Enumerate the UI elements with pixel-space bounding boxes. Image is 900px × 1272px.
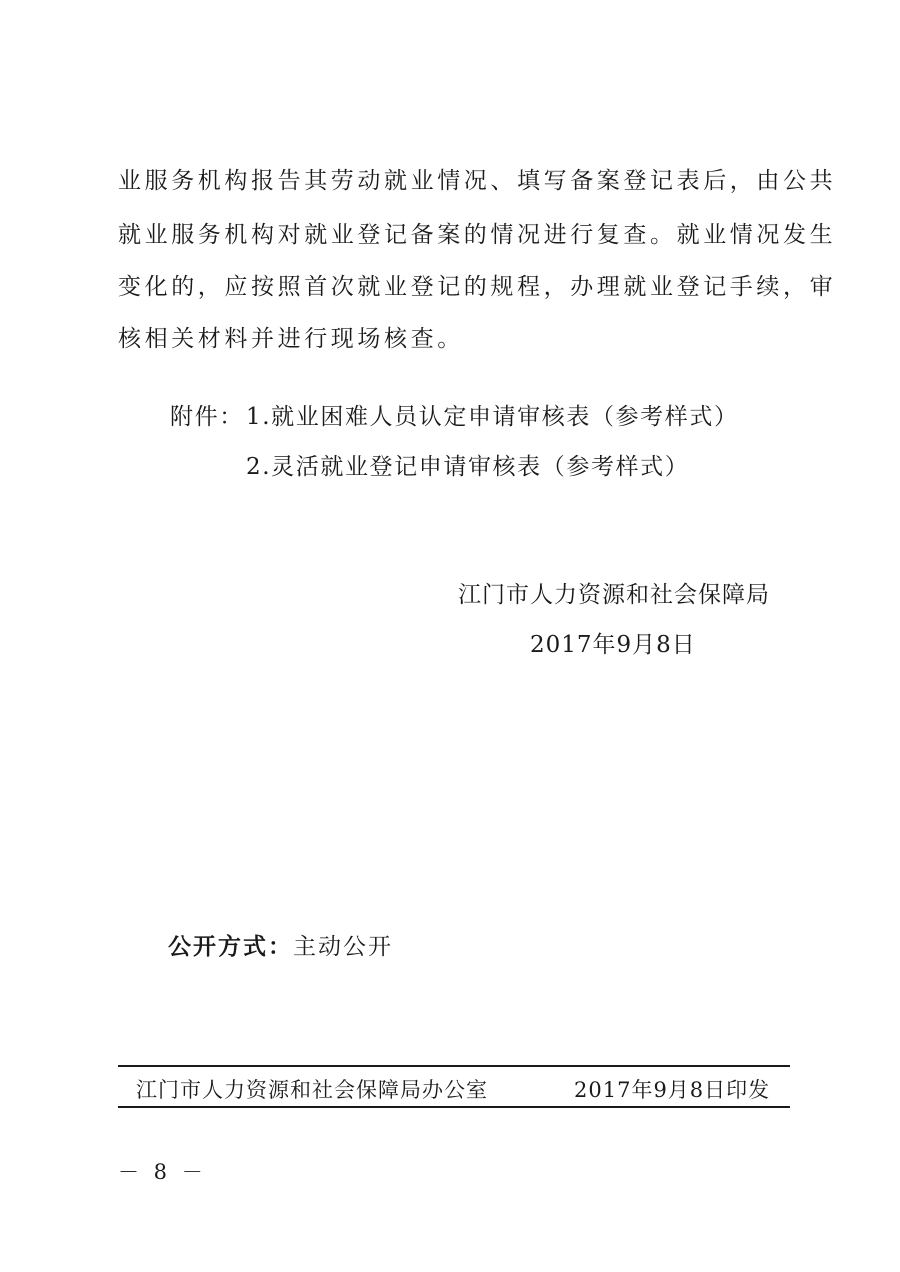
- body-line-3: 变化的，应按照首次就业登记的规程，办理就业登记手续，审: [118, 274, 837, 300]
- body-line-1: 业服务机构报告其劳动就业情况、填写备案登记表后，由公共: [118, 168, 837, 194]
- body-line-2: 就业服务机构对就业登记备案的情况进行复查。就业情况发生: [118, 222, 837, 248]
- disclosure-label: 公开方式：: [168, 933, 293, 960]
- attachment-item-2: 2.灵活就业登记申请审核表（参考样式）: [246, 454, 690, 480]
- footer-top-rule: [118, 1065, 790, 1067]
- disclosure-line: [168, 932, 393, 962]
- body-line-4: 核相关材料并进行现场核查。: [118, 326, 464, 352]
- footer-issuer: 江门市人力资源和社会保障局办公室: [136, 1078, 488, 1102]
- page-number: － 8 －: [118, 1160, 207, 1184]
- footer-bottom-rule: [118, 1106, 790, 1108]
- signature-org: 江门市人力资源和社会保障局: [458, 582, 770, 608]
- attachments-label: 附件：: [170, 404, 244, 430]
- footer-issue-date: 2017年9月8日印发: [574, 1078, 771, 1102]
- attachment-item-1: 1.就业困难人员认定申请审核表（参考样式）: [246, 404, 739, 430]
- signature-date: 2017年9月8日: [530, 632, 696, 658]
- disclosure-value: 主动公开: [293, 934, 393, 960]
